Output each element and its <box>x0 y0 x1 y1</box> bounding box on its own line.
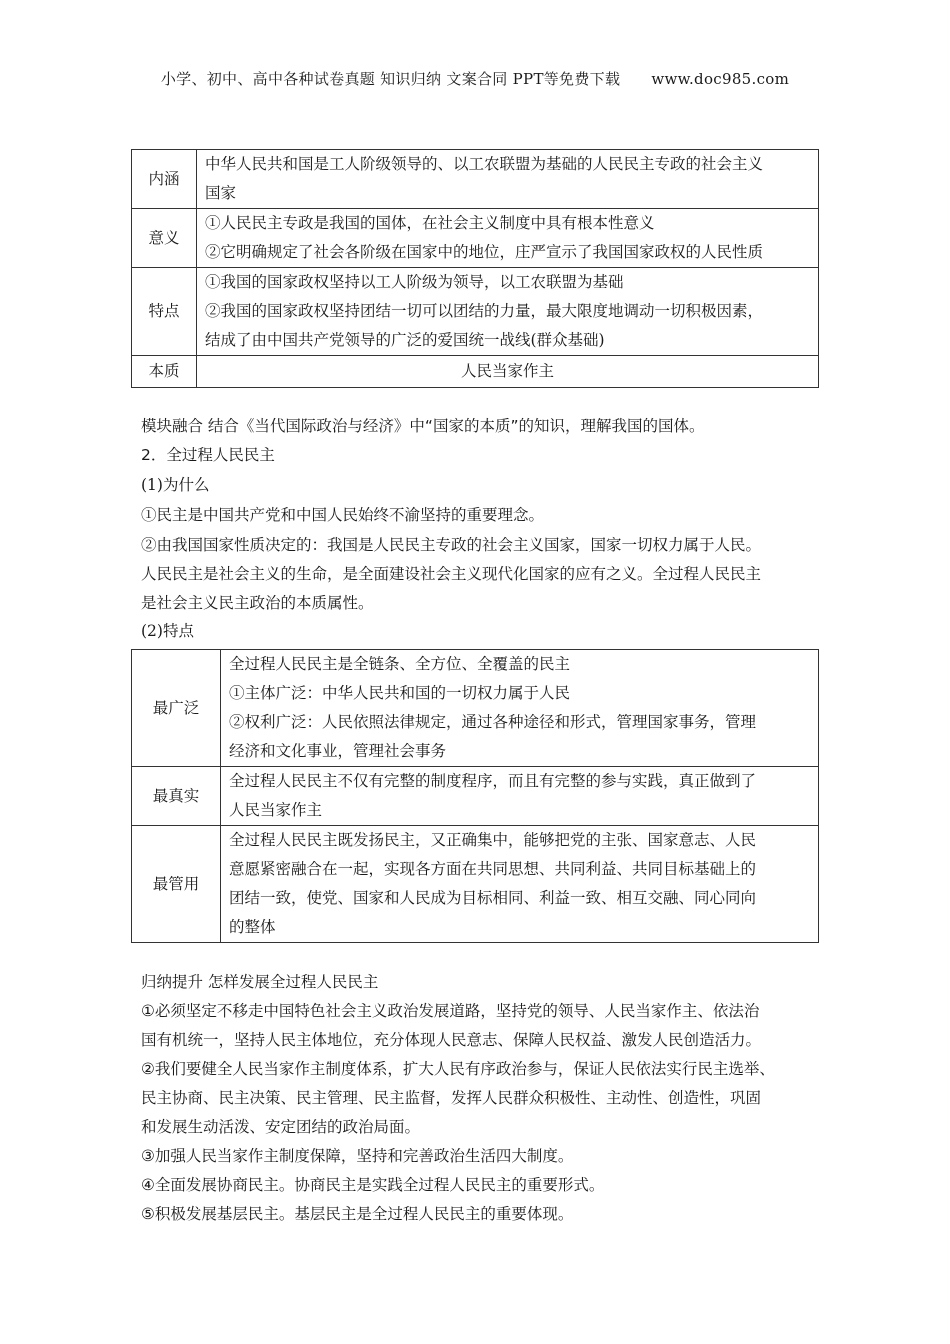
summary-line: ①必须坚定不移走中国特色社会主义政治发展道路，坚持党的领导、人民当家作主、依法治 <box>141 1002 760 1020</box>
row-content <box>221 650 819 767</box>
row-label: 本质 <box>132 356 197 388</box>
paragraph: 是社会主义民主政治的本质属性。 <box>141 594 374 612</box>
row-content <box>197 150 819 209</box>
row-label: 意义 <box>132 209 197 268</box>
cell-line: ②我国的国家政权坚持团结一切可以团结的力量，最大限度地调动一切积极因素， <box>205 302 764 320</box>
features-table <box>131 649 819 943</box>
row-content: 人民当家作主 <box>197 356 819 388</box>
summary-line: 国有机统一，坚持人民主体地位，充分体现人民意志、保障人民权益、激发人民创造活力。 <box>141 1031 762 1049</box>
summary-line: ⑤积极发展基层民主。基层民主是全过程人民民主的重要体现。 <box>141 1205 574 1223</box>
header-text: 小学、初中、高中各种试卷真题 知识归纳 文案合同 PPT等免费下载 <box>160 70 621 88</box>
table-row <box>132 767 819 826</box>
row-label: 最真实 <box>132 767 221 826</box>
row-label: 最广泛 <box>132 650 221 767</box>
cell-line: 经济和文化事业，管理社会事务 <box>229 742 447 760</box>
summary-line: ②我们要健全人民当家作主制度体系，扩大人民有序政治参与，保证人民依法实行民主选举、 <box>141 1060 775 1078</box>
paragraph: ①民主是中国共产党和中国人民始终不渝坚持的重要理念。 <box>141 506 545 524</box>
row-label: 特点 <box>132 268 197 356</box>
summary-line: 民主协商、民主决策、民主管理、民主监督，发挥人民群众积极性、主动性、创造性，巩固 <box>141 1089 762 1107</box>
summary-line: 和发展生动活泼、安定团结的政治局面。 <box>141 1118 421 1136</box>
cell-line: ②权利广泛：人民依照法律规定，通过各种途径和形式，管理国家事务，管理 <box>229 713 757 731</box>
row-content <box>221 826 819 943</box>
table-row <box>132 826 819 943</box>
table-row <box>132 356 819 388</box>
cell-line: 全过程人民民主既发扬民主，又正确集中，能够把党的主张、国家意志、人民 <box>229 831 757 849</box>
cell-line: 结成了由中国共产党领导的广泛的爱国统一战线(群众基础) <box>205 331 605 349</box>
table-row <box>132 209 819 268</box>
summary-line: ③加强人民当家作主制度保障，坚持和完善政治生活四大制度。 <box>141 1147 574 1165</box>
cell-line: 人民当家作主 <box>229 801 323 819</box>
row-content <box>197 268 819 356</box>
cell-line: 全过程人民民主是全链条、全方位、全覆盖的民主 <box>229 655 571 673</box>
row-content <box>197 209 819 268</box>
cell-line: ①人民民主专政是我国的国体，在社会主义制度中具有根本性意义 <box>205 214 655 232</box>
state-nature-table <box>131 149 819 388</box>
table-row <box>132 150 819 209</box>
feature-title: (2)特点 <box>141 622 194 640</box>
cell-line: 全过程人民民主不仅有完整的制度程序，而且有完整的参与实践，真正做到了 <box>229 772 757 790</box>
paragraph: 人民民主是社会主义的生命，是全面建设社会主义现代化国家的应有之义。全过程人民民主 <box>141 565 762 583</box>
module-note: 模块融合 结合《当代国际政治与经济》中“国家的本质”的知识，理解我国的国体。 <box>141 417 705 435</box>
cell-line: ②它明确规定了社会各阶级在国家中的地位，庄严宣示了我国国家政权的人民性质 <box>205 243 764 261</box>
row-label: 最管用 <box>132 826 221 943</box>
section-heading: 2．全过程人民民主 <box>141 446 275 464</box>
row-label: 内涵 <box>132 150 197 209</box>
header-site: www.doc985.com <box>651 70 790 88</box>
cell-line: ①我国的国家政权坚持以工人阶级为领导，以工农联盟为基础 <box>205 273 624 291</box>
table-row <box>132 650 819 767</box>
paragraph: ②由我国国家性质决定的：我国是人民民主专政的社会主义国家，国家一切权力属于人民。 <box>141 536 762 554</box>
cell-line: 团结一致，使党、国家和人民成为目标相同、利益一致、相互交融、同心同向 <box>229 889 757 907</box>
cell-line: 的整体 <box>229 918 276 936</box>
cell-line: 国家 <box>205 184 237 202</box>
table-row <box>132 268 819 356</box>
page-header <box>0 68 950 89</box>
cell-line: 中华人民共和国是工人阶级领导的、以工农联盟为基础的人民民主专政的社会主义 <box>205 155 764 173</box>
row-content <box>221 767 819 826</box>
why-title: (1)为什么 <box>141 476 210 494</box>
cell-line: ①主体广泛：中华人民共和国的一切权力属于人民 <box>229 684 571 702</box>
summary-line: ④全面发展协商民主。协商民主是实践全过程人民民主的重要形式。 <box>141 1176 605 1194</box>
summary-title: 归纳提升 怎样发展全过程人民民主 <box>141 973 379 991</box>
cell-line: 意愿紧密融合在一起，实现各方面在共同思想、共同利益、共同目标基础上的 <box>229 860 757 878</box>
